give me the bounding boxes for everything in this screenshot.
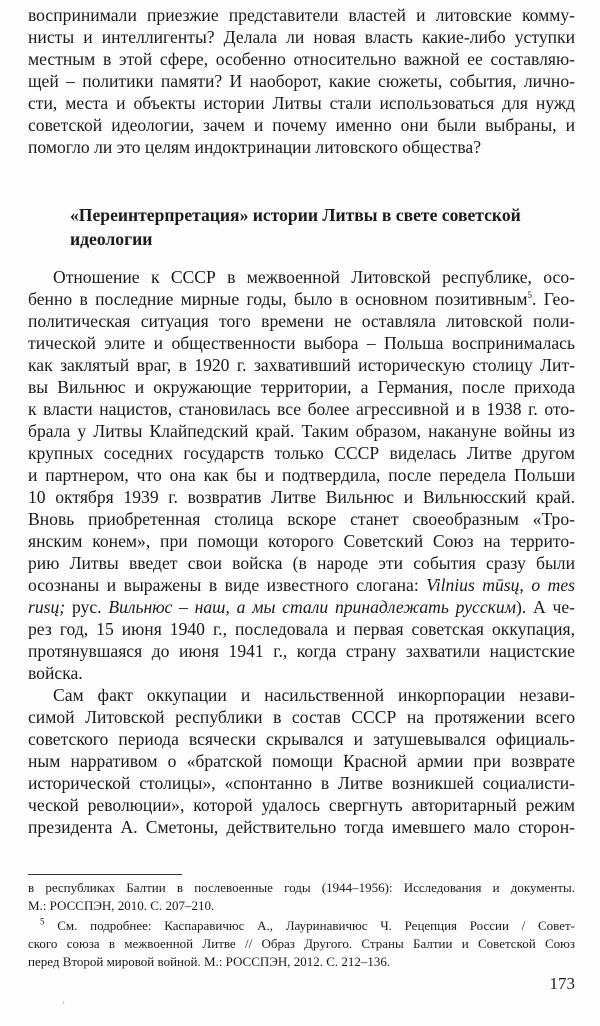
body-line: брала у Литвы Клайпедский край. Таким образом, накануне войны из xyxy=(28,421,575,441)
section-heading-line-2: идеологии xyxy=(70,229,153,249)
body-line: советской идеологии, зачем и почему именно они были выбраны, и xyxy=(28,115,575,135)
slogan-russian: Вильнюс – наш, а мы стали принадлежать русским xyxy=(108,597,516,617)
body-line: исторической столицы», «спонтанно в Литве возникшей социалисти- xyxy=(28,773,575,793)
footnote-line: перед Второй мировой войной. М.: РОССПЭН, 2012. С. 212–136. xyxy=(28,954,391,969)
body-line: Сам факт оккупации и насильственной инкорпорации незави- xyxy=(53,685,575,705)
footnote-divider xyxy=(28,874,182,875)
body-text: бенно в последние мирные годы, было в основном позитивным xyxy=(28,289,528,309)
stray-mark: ˒ xyxy=(62,996,66,1007)
body-line: ческой революции», которой удалось свергнуть авторитарный режим xyxy=(28,795,575,815)
body-line: войска. xyxy=(28,663,83,683)
body-line: президента А. Сметоны, действительно тогда имевшего мало сторон- xyxy=(28,817,575,837)
slogan-lithuanian: rusų; xyxy=(28,597,66,617)
body-line: сти, места и объекты истории Литвы стали использоваться для нужд xyxy=(28,93,575,113)
page-number: 173 xyxy=(549,974,575,993)
body-text: ). А че- xyxy=(515,597,576,617)
body-text: рус. xyxy=(71,597,102,617)
body-line xyxy=(28,574,575,596)
body-text: Гео- xyxy=(543,289,575,309)
footnote-line: М.: РОССПЭН, 2010. С. 207–210. xyxy=(28,898,215,913)
body-line: к власти нацистов, становилась все более агрессивной и в 1938 г. ото- xyxy=(28,399,575,419)
footnote-ref-5[interactable]: 5 xyxy=(527,290,532,301)
body-line: местным в этой сфере, особенно относительно важной ее составляю- xyxy=(28,49,575,69)
footnote-line: ского союза в межвоенной Литве // Образ Другого. Страны Балтии и Советской Союз xyxy=(28,936,575,951)
body-line: Вновь приобретенная столица вскоре станет своеобразным «Тро- xyxy=(28,509,575,529)
body-line: как заклятый враг, в 1920 г. захвативший историческую столицу Лит- xyxy=(28,355,575,375)
body-line xyxy=(28,596,575,618)
body-line: Отношение к СССР в межвоенной Литовской республике, осо- xyxy=(53,267,575,287)
body-line: щей – политики памяти? И наоборот, какие сюжеты, события, лично- xyxy=(28,71,575,91)
body-line: протянувшаяся до июня 1941 г., когда страну захватили нацистские xyxy=(28,641,575,661)
body-line: помогло ли это целям индоктринации литовского общества? xyxy=(28,137,482,157)
body-line: симой Литовской республики в состав СССР на протяжении всего xyxy=(28,707,575,727)
body-line: воспринимали приезжие представители властей и литовские комму- xyxy=(28,5,575,25)
body-line: советского периода всячески скрывался и затушевывался официаль- xyxy=(28,729,575,749)
section-heading-line-1: «Переинтерпретация» истории Литвы в свете советской xyxy=(70,205,521,225)
footnote-text: См. подробнее: Каспаравичюс А., Лауринавичюс Ч. Рецепция России / Совет- xyxy=(57,918,576,933)
body-line: тической элите и общественности выбора – Польша воспринималась xyxy=(28,333,575,353)
body-line: рез год, 15 июня 1940 г., последовала и первая советская оккупация, xyxy=(28,619,575,639)
body-line: янским конем», при помощи которого Советский Союз на террито- xyxy=(28,531,575,551)
body-line: политическая ситуация того времени не оставляла литовской поли- xyxy=(28,311,575,331)
footnote-5-number: 5 xyxy=(40,916,45,927)
body-text: осознаны и выражены в виде известного слогана: xyxy=(28,575,419,595)
body-line: 10 октября 1939 г. возвратив Литве Вильнюс и Вильнюсский край. xyxy=(28,487,575,507)
body-line: бенно в последние мирные годы, было в основном позитивным$^5$. Гео- xyxy=(28,289,575,309)
footnote-5 xyxy=(40,917,575,934)
body-line: и партнером, что она как бы и подтвердила, после передела Польши xyxy=(28,465,575,485)
footnote-line: в республиках Балтии в послевоенные годы (1944–1956): Исследования и документы. xyxy=(28,880,575,895)
body-line: крупных соседних государств только СССР виделась Литве другом xyxy=(28,443,575,463)
body-line: рию Литвы введет свои войска (в народе эти события сразу были xyxy=(28,553,575,573)
slogan-lithuanian: Vilnius mūsų, o mes xyxy=(426,575,575,595)
body-line: ным нарративом о «братской помощи Красной армии при возврате xyxy=(28,751,575,771)
body-line: вы Вильнюс и окружающие территории, а Германия, после прихода xyxy=(28,377,575,397)
body-line: нисты и интеллигенты? Делала ли новая власть какие-либо уступки xyxy=(28,27,575,47)
